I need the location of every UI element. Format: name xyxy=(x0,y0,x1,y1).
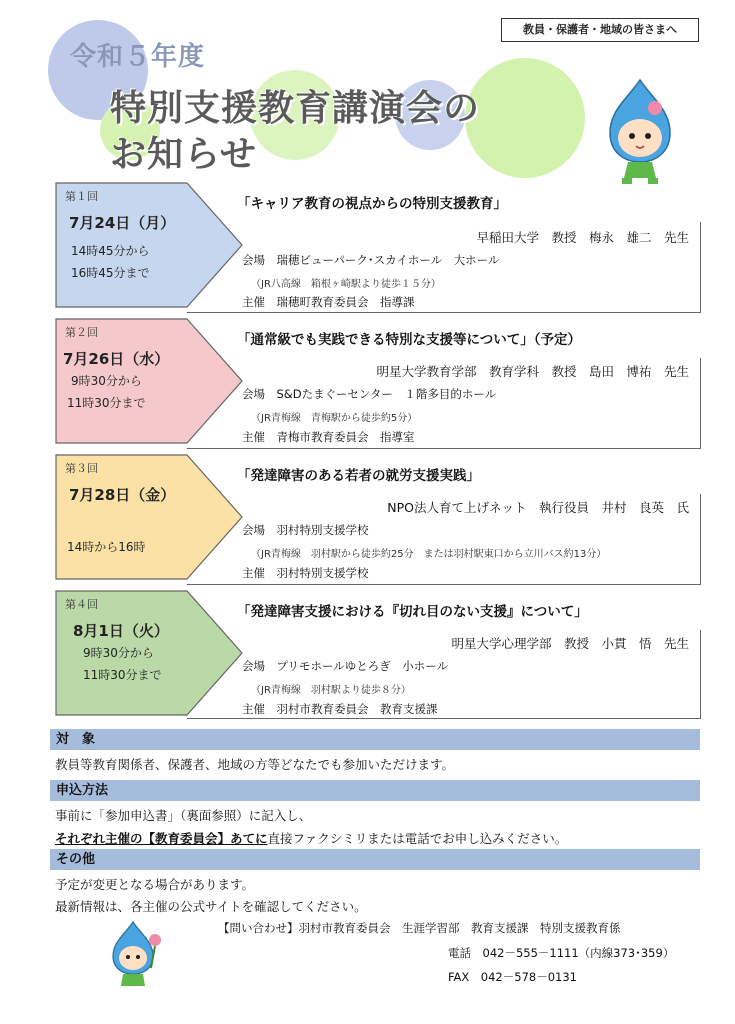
application-emphasis: それぞれ主催の【教育委員会】あてに xyxy=(55,831,268,846)
session-speaker: NPO法人育て上げネット 執行役員 井村 良英 氏 xyxy=(387,500,689,515)
event-year: 令和５年度 xyxy=(70,42,206,72)
session-speaker: 明星大学教育学部 教育学科 教授 島田 博祐 先生 xyxy=(376,364,689,379)
divider xyxy=(700,358,701,448)
contact-phone: 電話 042－555－1111（内線373･359） xyxy=(448,946,675,960)
session-title: 「通常級でも実践できる特別な支援等について」（予定） xyxy=(237,332,581,348)
session-1 xyxy=(55,182,735,312)
session-title: 「キャリア教育の視点からの特別支援教育」 xyxy=(237,196,507,212)
session-speaker: 明星大学心理学部 教授 小貫 悟 先生 xyxy=(451,636,689,651)
application-line1: 事前に「参加申込書」（裏面参照）に記入し、 xyxy=(55,808,312,823)
flower-icon xyxy=(648,101,662,115)
session-3 xyxy=(55,454,735,584)
decor-circle-green-large xyxy=(465,58,585,178)
session-time-from: 9時30分から xyxy=(83,646,154,660)
session-title: 「発達障害支援における『切れ目のない支援』について」 xyxy=(237,604,588,620)
session-number: 第１回 xyxy=(65,190,98,203)
session-venue: 会場 羽村特別支援学校 xyxy=(242,523,369,537)
session-host: 主催 青梅市教育委員会 指導室 xyxy=(242,430,415,444)
other-line2: 最新情報は、各主催の公式サイトを確認してください。 xyxy=(55,899,367,914)
session-time: 14時から16時 xyxy=(67,540,146,554)
mascot-small-illustration xyxy=(105,920,165,990)
divider xyxy=(700,222,701,312)
mascot-illustration xyxy=(600,78,680,188)
divider xyxy=(187,448,701,449)
session-date: 8月1日（火） xyxy=(73,622,169,640)
session-access: （JR青梅線 羽村駅から徒歩約25分 または羽村駅東口から立川バス約13分） xyxy=(251,549,607,560)
session-number: 第３回 xyxy=(65,462,98,475)
session-date: 7月24日（月） xyxy=(69,214,176,232)
session-4 xyxy=(55,590,735,720)
target-text: 教員等教育関係者、保護者、地域の方等どなたでも参加いただけます。 xyxy=(55,757,455,772)
contact-org: 【問い合わせ】羽村市教育委員会 生涯学習部 教育支援課 特別支援教育係 xyxy=(218,921,621,935)
session-2 xyxy=(55,318,735,448)
session-access: （JR青梅線 羽村駅より徒歩８分） xyxy=(251,685,411,696)
divider xyxy=(700,494,701,584)
session-time-to: 11時30分まで xyxy=(83,668,162,682)
page-title-line2: お知らせ xyxy=(110,134,257,175)
session-number: 第２回 xyxy=(65,326,98,339)
application-rest: 直接ファクシミリまたは電話でお申し込みください。 xyxy=(267,831,568,846)
session-time-from: 14時45分から xyxy=(71,244,150,258)
audience-label: 教員・保護者・地域の皆さまへ xyxy=(501,18,699,42)
session-access: （JR八高線 箱根ヶ崎駅より徒歩１５分） xyxy=(251,279,441,290)
session-host: 主催 瑞穂町教育委員会 指導課 xyxy=(242,295,415,309)
session-venue: 会場 瑞穂ビューパーク･スカイホール 大ホール xyxy=(242,253,500,267)
session-venue: 会場 プリモホールゆとろぎ 小ホール xyxy=(242,659,449,673)
session-time-to: 11時30分まで xyxy=(67,396,146,410)
application-heading: 申込方法 xyxy=(50,780,700,801)
session-speaker: 早稲田大学 教授 梅永 雄二 先生 xyxy=(476,230,689,245)
target-heading: 対 象 xyxy=(50,729,700,750)
session-time-from: 9時30分から xyxy=(71,374,142,388)
session-host: 主催 羽村特別支援学校 xyxy=(242,566,369,580)
application-line2 xyxy=(55,829,567,847)
divider xyxy=(187,718,701,719)
divider xyxy=(187,584,701,585)
other-line1: 予定が変更となる場合があります。 xyxy=(55,877,255,892)
session-date: 7月28日（金） xyxy=(69,486,176,504)
session-date: 7月26日（水） xyxy=(63,350,170,368)
session-access: （JR青梅線 青梅駅から徒歩約5分） xyxy=(251,413,418,424)
flower-icon xyxy=(149,934,161,946)
session-time-to: 16時45分まで xyxy=(71,266,150,280)
session-title: 「発達障害のある若者の就労支援実践」 xyxy=(237,468,480,484)
divider xyxy=(700,630,701,718)
other-heading: その他 xyxy=(50,849,700,870)
contact-fax: FAX 042－578－0131 xyxy=(448,970,577,984)
page-title-line1: 特別支援教育講演会の xyxy=(110,88,481,129)
session-number: 第４回 xyxy=(65,598,98,611)
session-venue: 会場 S&Dたまぐーセンター １階多目的ホール xyxy=(242,387,497,401)
divider xyxy=(187,312,701,313)
session-host: 主催 羽村市教育委員会 教育支援課 xyxy=(242,702,438,716)
